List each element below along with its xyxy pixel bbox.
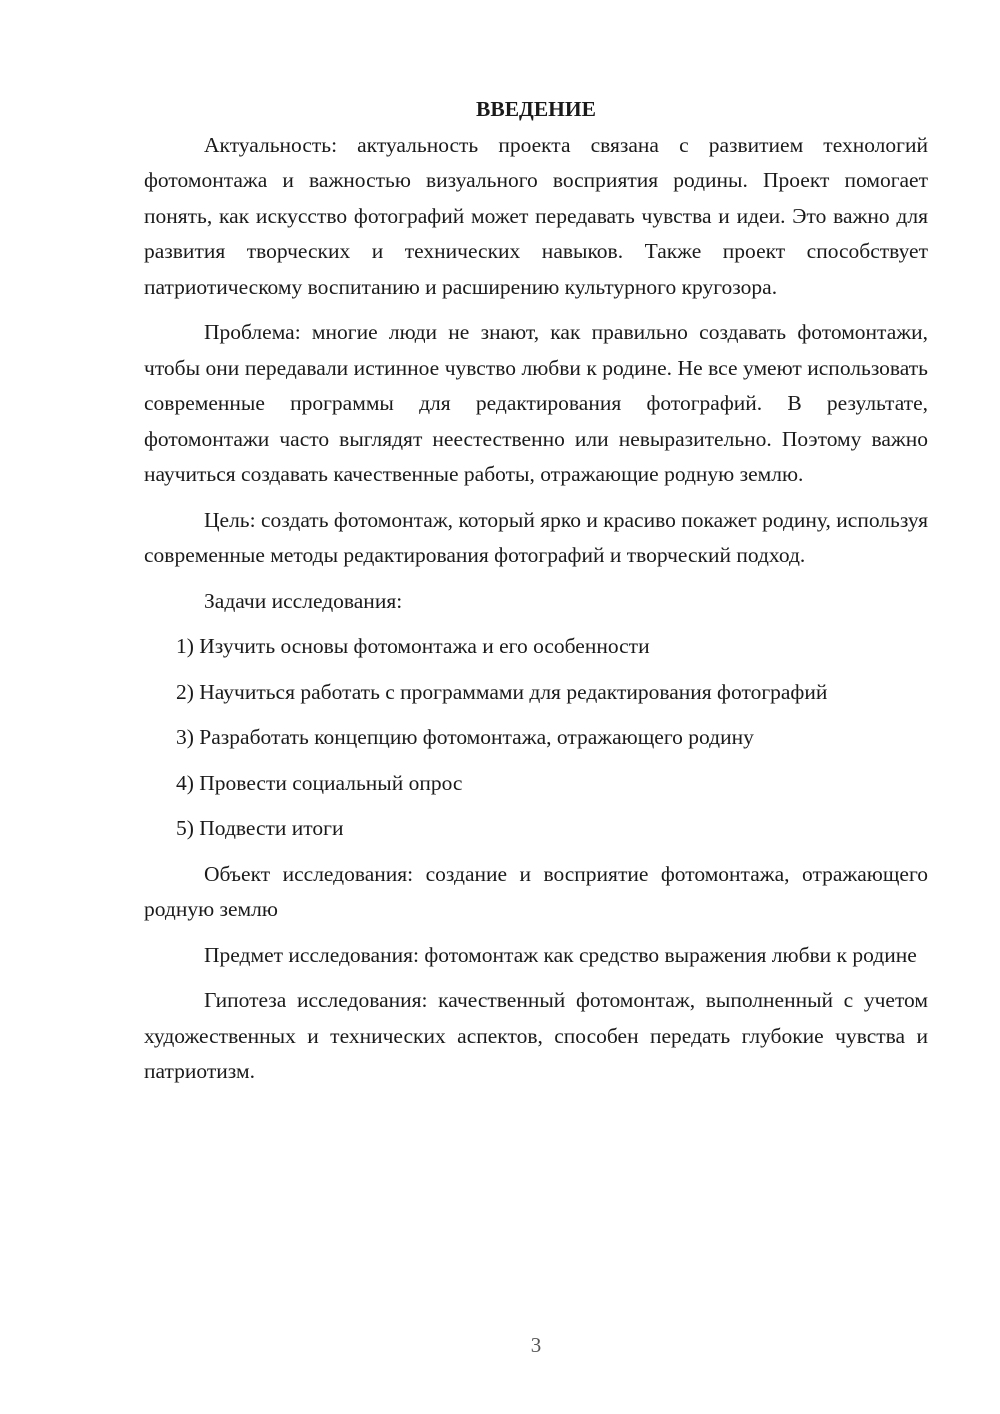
task-item-2: 2) Научиться работать с программами для редактирования фотографий: [176, 679, 828, 704]
task-item-3: 3) Разработать концепцию фотомонтажа, отражающего родину: [176, 725, 754, 749]
paragraph-problem: Проблема: многие люди не знают, как правильно создавать фотомонтажи, чтобы они передавали истинное чувство любви к родине. Не все умеют использовать современные программы для редактирования фотографий. В результате, фотомонтажи часто выглядят неестественно или невыразительно. Поэтому важно научиться создавать качественные работы, отражающие родную землю.: [144, 320, 928, 486]
task-item-4: 4) Провести социальный опрос: [176, 770, 463, 795]
task-item-1: 1) Изучить основы фотомонтажа и его особенности: [176, 634, 650, 658]
paragraph-goal: Цель: создать фотомонтаж, который ярко и красиво покажет родину, используя современные методы редактирования фотографий и творческий подход.: [144, 507, 928, 567]
paragraph-relevance: Актуальность: актуальность проекта связана с развитием технологий фотомонтажа и важностью визуального восприятия родины. Проект помогает понять, как искусство фотографий может передавать чувства и идеи. Это важно для развития творческих и технических навыков. Также проект способствует патриотическому воспитанию и расширению культурного кругозора.: [144, 132, 928, 299]
paragraph-hypothesis: Гипотеза исследования: качественный фотомонтаж, выполненный с учетом художественных и технических аспектов, способен передать глубокие чувства и патриотизм.: [144, 988, 928, 1083]
task-item-5: 5) Подвести итоги: [176, 816, 344, 840]
page-number: 3: [530, 1333, 542, 1357]
document-page: [144, 92, 928, 1090]
section-title: ВВЕДЕНИЕ: [476, 97, 596, 121]
paragraph-object: Объект исследования: создание и восприятие фотомонтажа, отражающего родную землю: [144, 861, 928, 921]
tasks-heading: Задачи исследования:: [204, 588, 403, 613]
paragraph-subject: Предмет исследования: фотомонтаж как средство выражения любви к родине: [204, 942, 917, 967]
